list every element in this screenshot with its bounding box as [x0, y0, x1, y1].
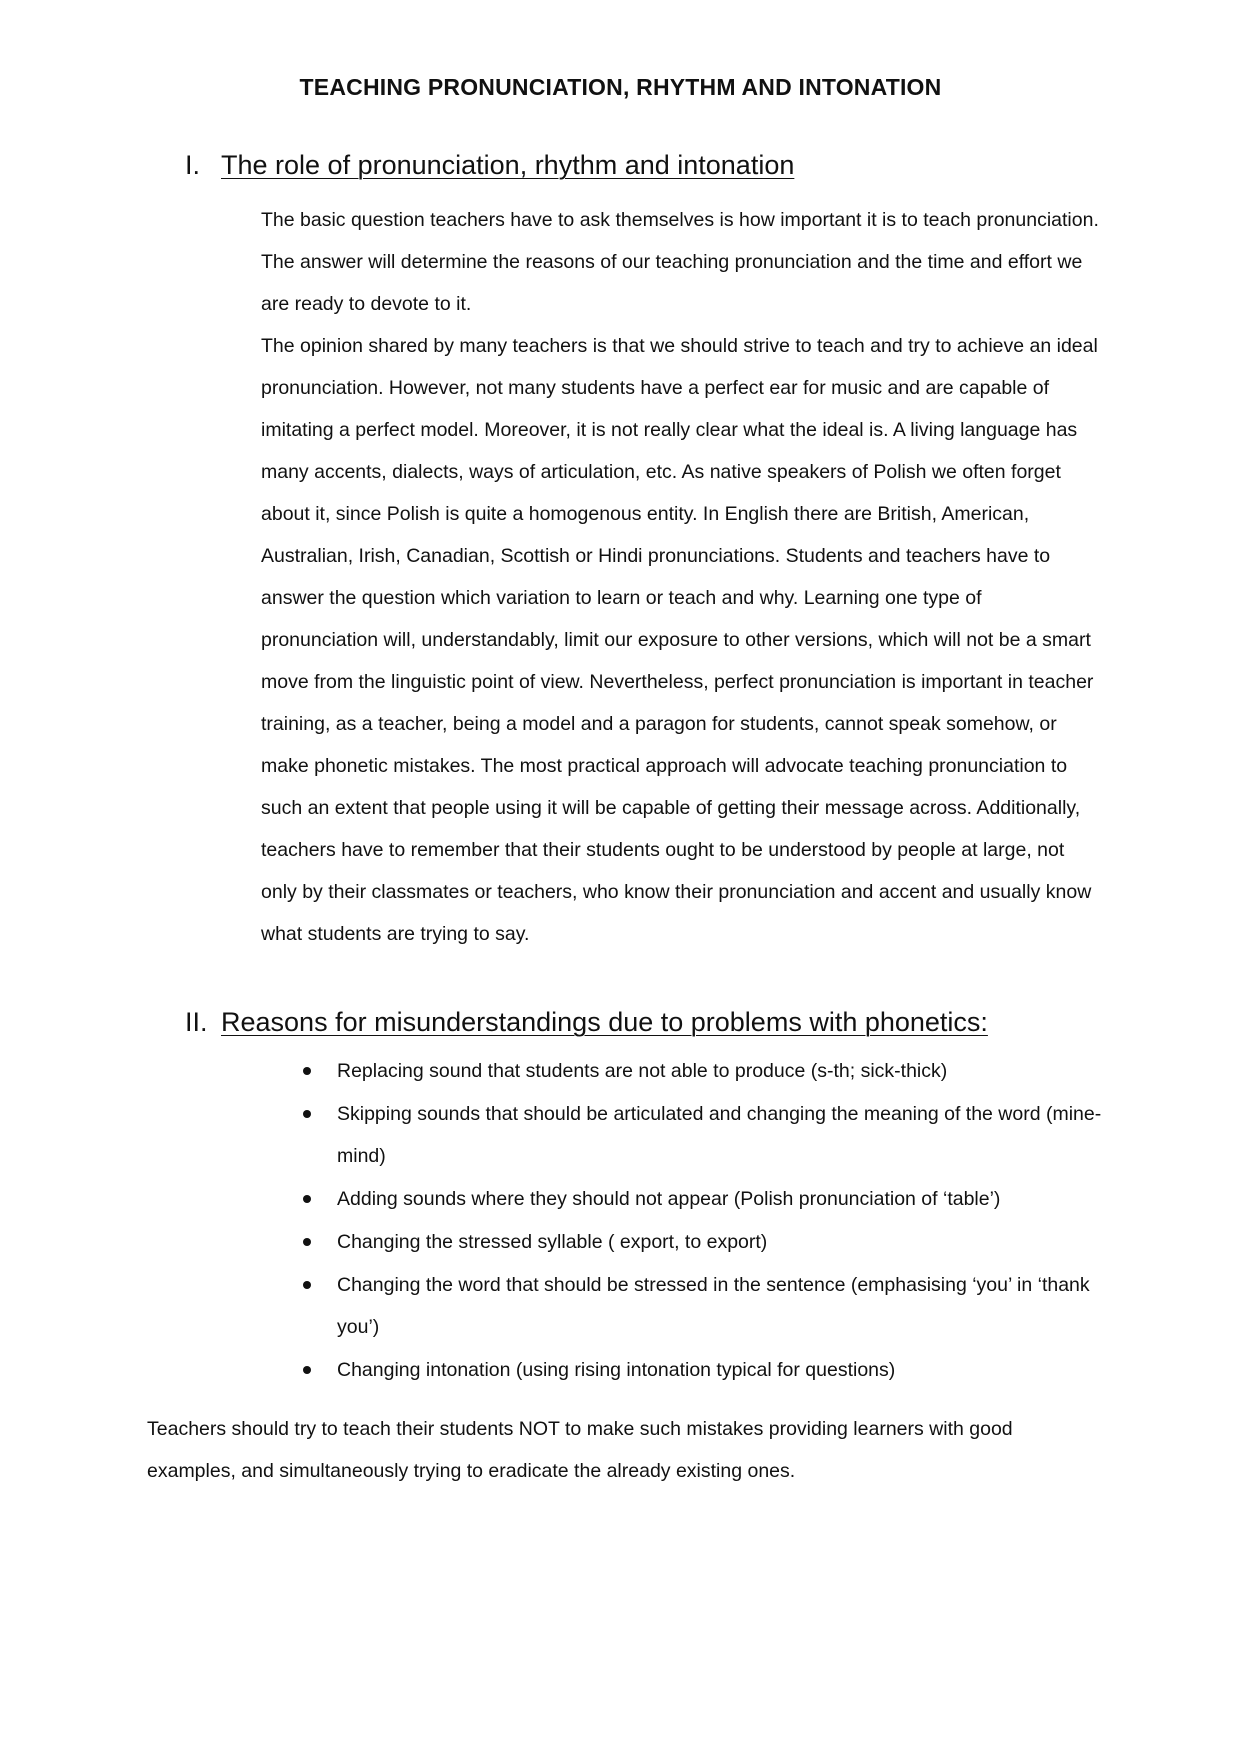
list-item-text: Changing the word that should be stressed in the sentence (emphasising ‘you’ in ‘thank you’): [337, 1274, 1090, 1338]
list-item: [303, 1178, 1103, 1220]
list-item-text: Adding sounds where they should not appear (Polish pronunciation of ‘table’): [337, 1188, 1001, 1210]
list-item: [303, 1221, 1103, 1263]
section-1-heading: [185, 148, 794, 182]
list-item-text: Changing the stressed syllable ( export, to export): [337, 1231, 768, 1253]
bullet-icon: [303, 1067, 311, 1075]
section-2-heading: [185, 1005, 988, 1039]
bullet-icon: [303, 1110, 311, 1118]
section-1-heading-text: The role of pronunciation, rhythm and intonation: [221, 150, 795, 180]
list-item: [303, 1264, 1103, 1348]
list-item: [303, 1349, 1103, 1391]
section-2-heading-text: Reasons for misunderstandings due to problems with phonetics:: [221, 1007, 988, 1037]
bullet-icon: [303, 1281, 311, 1289]
section-2-number: II.: [185, 1007, 208, 1037]
section-1-number: I.: [185, 150, 201, 180]
reasons-list: [303, 1050, 1103, 1392]
bullet-icon: [303, 1195, 311, 1203]
conclusion-paragraph: Teachers should try to teach their students NOT to make such mistakes providing learners with good examples, and simultaneously trying to eradicate the already existing ones.: [147, 1418, 1013, 1482]
document-title: TEACHING PRONUNCIATION, RHYTHM AND INTONATION: [299, 74, 942, 100]
section-1-paragraph-2: The opinion shared by many teachers is that we should strive to teach and try to achieve an ideal pronunciation. However, not many students have a perfect ear for music and are capable of imitating a perfect model. Moreover, it is not really clear what the ideal is. A living language has many accents, dialects, ways of articulation, etc. As native speakers of Polish we often forget about it, since Polish is quite a homogenous entity. In English there are British, American, Australian, Irish, Canadian, Scottish or Hindi pronunciations. Students and teachers have to answer the question which variation to learn or teach and why. Learning one type of pronunciation will, understandably, limit our exposure to other versions, which will not be a smart move from the linguistic point of view. Nevertheless, perfect pronunciation is important in teacher training, as a teacher, being a model and a paragon for students, cannot speak somehow, or make phonetic mistakes. The most practical approach will advocate teaching pronunciation to such an extent that people using it will be capable of getting their message across. Additionally, teachers have to remember that their students ought to be understood by people at large, not only by their classmates or teachers, who know their pronunciation and accent and usually know what students are trying to say.: [261, 335, 1098, 945]
list-item-text: Skipping sounds that should be articulated and changing the meaning of the word (mine-mind): [337, 1103, 1102, 1167]
list-item: [303, 1050, 1103, 1092]
list-item: [303, 1093, 1103, 1177]
bullet-icon: [303, 1238, 311, 1246]
list-item-text: Replacing sound that students are not able to produce (s-th; sick-thick): [337, 1060, 948, 1082]
section-1-paragraph-1: The basic question teachers have to ask themselves is how important it is to teach pronunciation. The answer will determine the reasons of our teaching pronunciation and the time and effort we are ready to devote to it.: [261, 209, 1099, 315]
bullet-icon: [303, 1366, 311, 1374]
list-item-text: Changing intonation (using rising intonation typical for questions): [337, 1359, 896, 1381]
